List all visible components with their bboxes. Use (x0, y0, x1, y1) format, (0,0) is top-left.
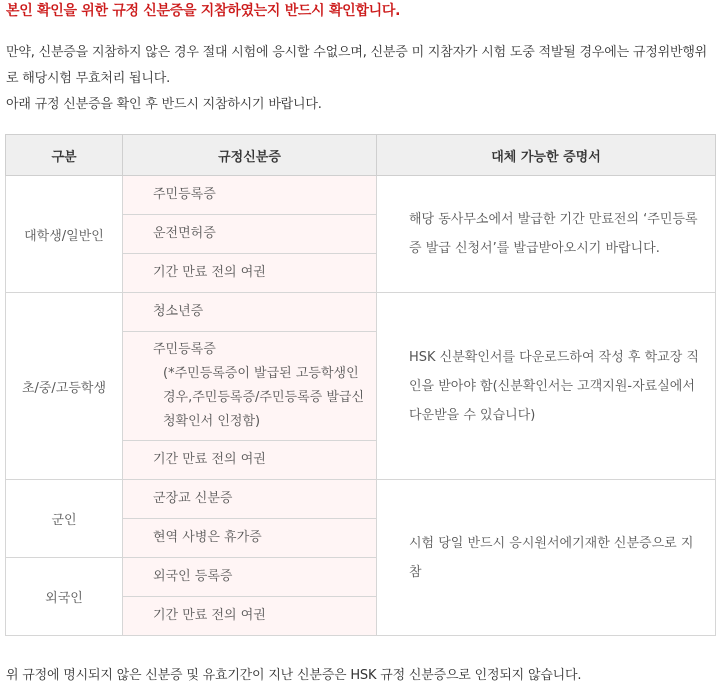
table-header-row (6, 135, 716, 176)
intro-paragraph-2: 아래 규정 신분증을 확인 후 반드시 지참하시기 바랍니다. (6, 97, 322, 112)
id-cell: 기간 만료 전의 여권 (123, 254, 377, 293)
table-row (6, 176, 716, 215)
id-cell: 현역 사병은 휴가증 (123, 519, 377, 558)
category-military: 군인 (6, 480, 123, 558)
intro-paragraph-1: 만약, 신분증을 지참하지 않은 경우 절대 시험에 응시할 수없으며, 신분증 미 지참자가 시험 도중 적발될 경우에는 규정위반행위로 해당시험 무효처리 됩니다. (6, 45, 708, 86)
id-cell: 청소년증 (123, 293, 377, 332)
category-foreigner: 외국인 (6, 558, 123, 636)
id-cell: 운전면허증 (123, 215, 377, 254)
footer-note: 위 규정에 명시되지 않은 신분증 및 유효기간이 지난 신분증은 HSK 규정 신분증으로 인정되지 않습니다. (6, 668, 582, 683)
id-cell: 외국인 등록증 (123, 558, 377, 597)
alternative-student: HSK 신분확인서를 다운로드하여 작성 후 학교장 직인을 받아야 함(신분확인서는 고객지원-자료실에서 다운받을 수 있습니다) (377, 293, 716, 480)
intro-text (6, 40, 714, 118)
header-category: 구분 (6, 135, 123, 176)
table-row (6, 480, 716, 519)
id-cell: 군장교 신분증 (123, 480, 377, 519)
category-general: 대학생/일반인 (6, 176, 123, 293)
header-official-id: 규정신분증 (123, 135, 377, 176)
id-label: 주민등록증 (153, 342, 216, 357)
category-student: 초/중/고등학생 (6, 293, 123, 480)
id-requirements-table (5, 134, 716, 636)
id-note: (*주민등록증이 발급된 고등학생인 경우,주민등록증/주민등록증 발급신청확인서 인정함) (163, 366, 365, 429)
table-row (6, 293, 716, 332)
alternative-military-foreigner: 시험 당일 반드시 응시원서에기재한 신분증으로 지참 (377, 480, 716, 636)
header-alternative: 대체 가능한 증명서 (377, 135, 716, 176)
id-cell: 주민등록증 (123, 176, 377, 215)
notice-heading: 본인 확인을 위한 규정 신분증을 지참하였는지 반드시 확인합니다. (6, 3, 401, 19)
alternative-general: 해당 동사무소에서 발급한 기간 만료전의 ‘주민등록증 발급 신청서’를 발급받아오시기 바랍니다. (377, 176, 716, 293)
id-cell: 기간 만료 전의 여권 (123, 597, 377, 636)
id-cell: 기간 만료 전의 여권 (123, 441, 377, 480)
id-cell (123, 332, 377, 441)
